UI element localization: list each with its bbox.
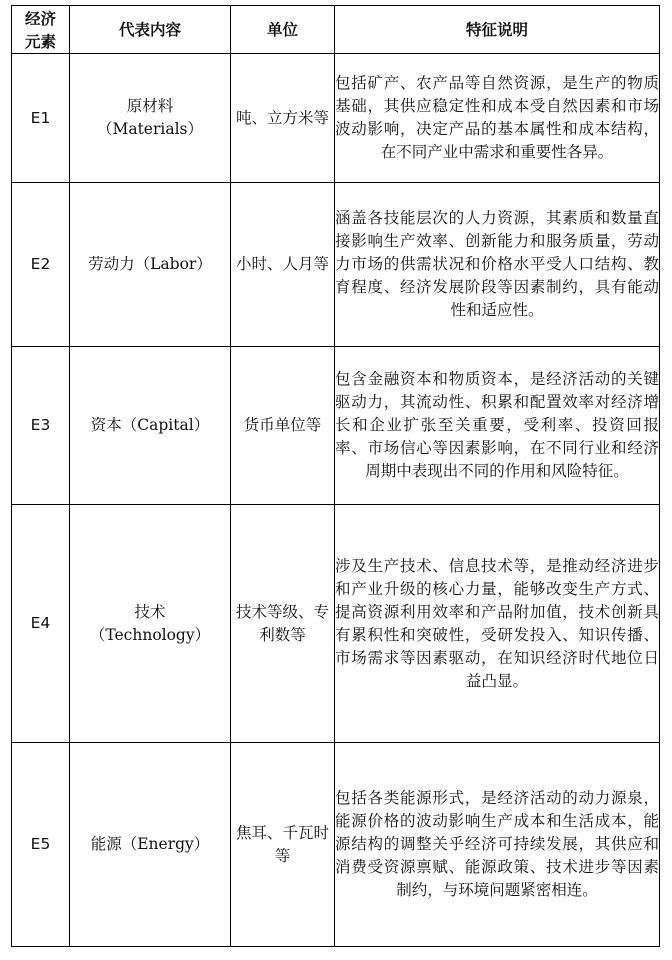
element-code: E3 <box>12 347 70 505</box>
header-content: 代表内容 <box>70 6 231 54</box>
element-name: 资本（Capital） <box>70 347 231 505</box>
description-text: 包括矿产、农产品等自然资源，是生产的物质基础，其供应稳定性和成本受自然因素和市场波动影响，决定产品的基本属性和成本结构，在不同产业中需求和重要性各异。 <box>335 74 659 161</box>
element-description <box>335 347 660 505</box>
element-unit: 吨、立方米等 <box>231 54 335 183</box>
element-code: E5 <box>12 743 70 947</box>
element-name <box>70 505 231 743</box>
table-row <box>12 347 660 505</box>
element-description <box>335 183 660 347</box>
element-unit: 技术等级、专利数等 <box>231 505 335 743</box>
description-text: 涉及生产技术、信息技术等，是推动经济进步和产业升级的核心力量，能够改变生产方式、提高资源利用效率和产品附加值，技术创新具有累积性和突破性，受研发投入、知识传播、市场需求等因素驱动，在知识经济时代地位日益凸显。 <box>335 556 659 690</box>
element-unit: 焦耳、千瓦时等 <box>231 743 335 947</box>
element-description <box>335 505 660 743</box>
table-row <box>12 743 660 947</box>
table-row <box>12 54 660 183</box>
table-row <box>12 183 660 347</box>
description-text: 涵盖各技能层次的人力资源，其素质和数量直接影响生产效率、创新能力和服务质量，劳动力市场的供需状况和价格水平受人口结构、教育程度、经济发展阶段等因素制约，具有能动性和适应性。 <box>335 209 659 319</box>
description-text: 包括各类能源形式，是经济活动的动力源泉，能源价格的波动影响生产成本和生活成本，能源结构的调整关乎经济可持续发展，其供应和消费受资源禀赋、能源政策、技术进步等因素制约，与环境问题紧密相连。 <box>335 789 659 899</box>
element-description <box>335 54 660 183</box>
element-code: E1 <box>12 54 70 183</box>
element-name <box>70 54 231 183</box>
element-name: 劳动力（Labor） <box>70 183 231 347</box>
header-description: 特征说明 <box>335 6 660 54</box>
element-name: 能源（Energy） <box>70 743 231 947</box>
element-unit: 货币单位等 <box>231 347 335 505</box>
element-code: E4 <box>12 505 70 743</box>
element-name-zh: 原材料 <box>126 97 174 115</box>
header-element: 经济元素 <box>12 6 70 54</box>
element-code: E2 <box>12 183 70 347</box>
element-unit: 小时、人月等 <box>231 183 335 347</box>
header-unit: 单位 <box>231 6 335 54</box>
table-row <box>12 505 660 743</box>
element-name-en: （Technology） <box>89 625 211 644</box>
element-description <box>335 743 660 947</box>
economic-elements-table <box>11 5 660 947</box>
element-name-en: （Materials） <box>96 120 204 138</box>
header-row <box>12 6 660 54</box>
description-text: 包含金融资本和物质资本，是经济活动的关键驱动力，其流动性、积累和配置效率对经济增长和企业扩张至关重要，受利率、投资回报率、市场信心等因素影响，在不同行业和经济周期中表现出不同的作用和风险特征。 <box>335 370 659 480</box>
element-name-zh: 技术 <box>134 602 166 621</box>
